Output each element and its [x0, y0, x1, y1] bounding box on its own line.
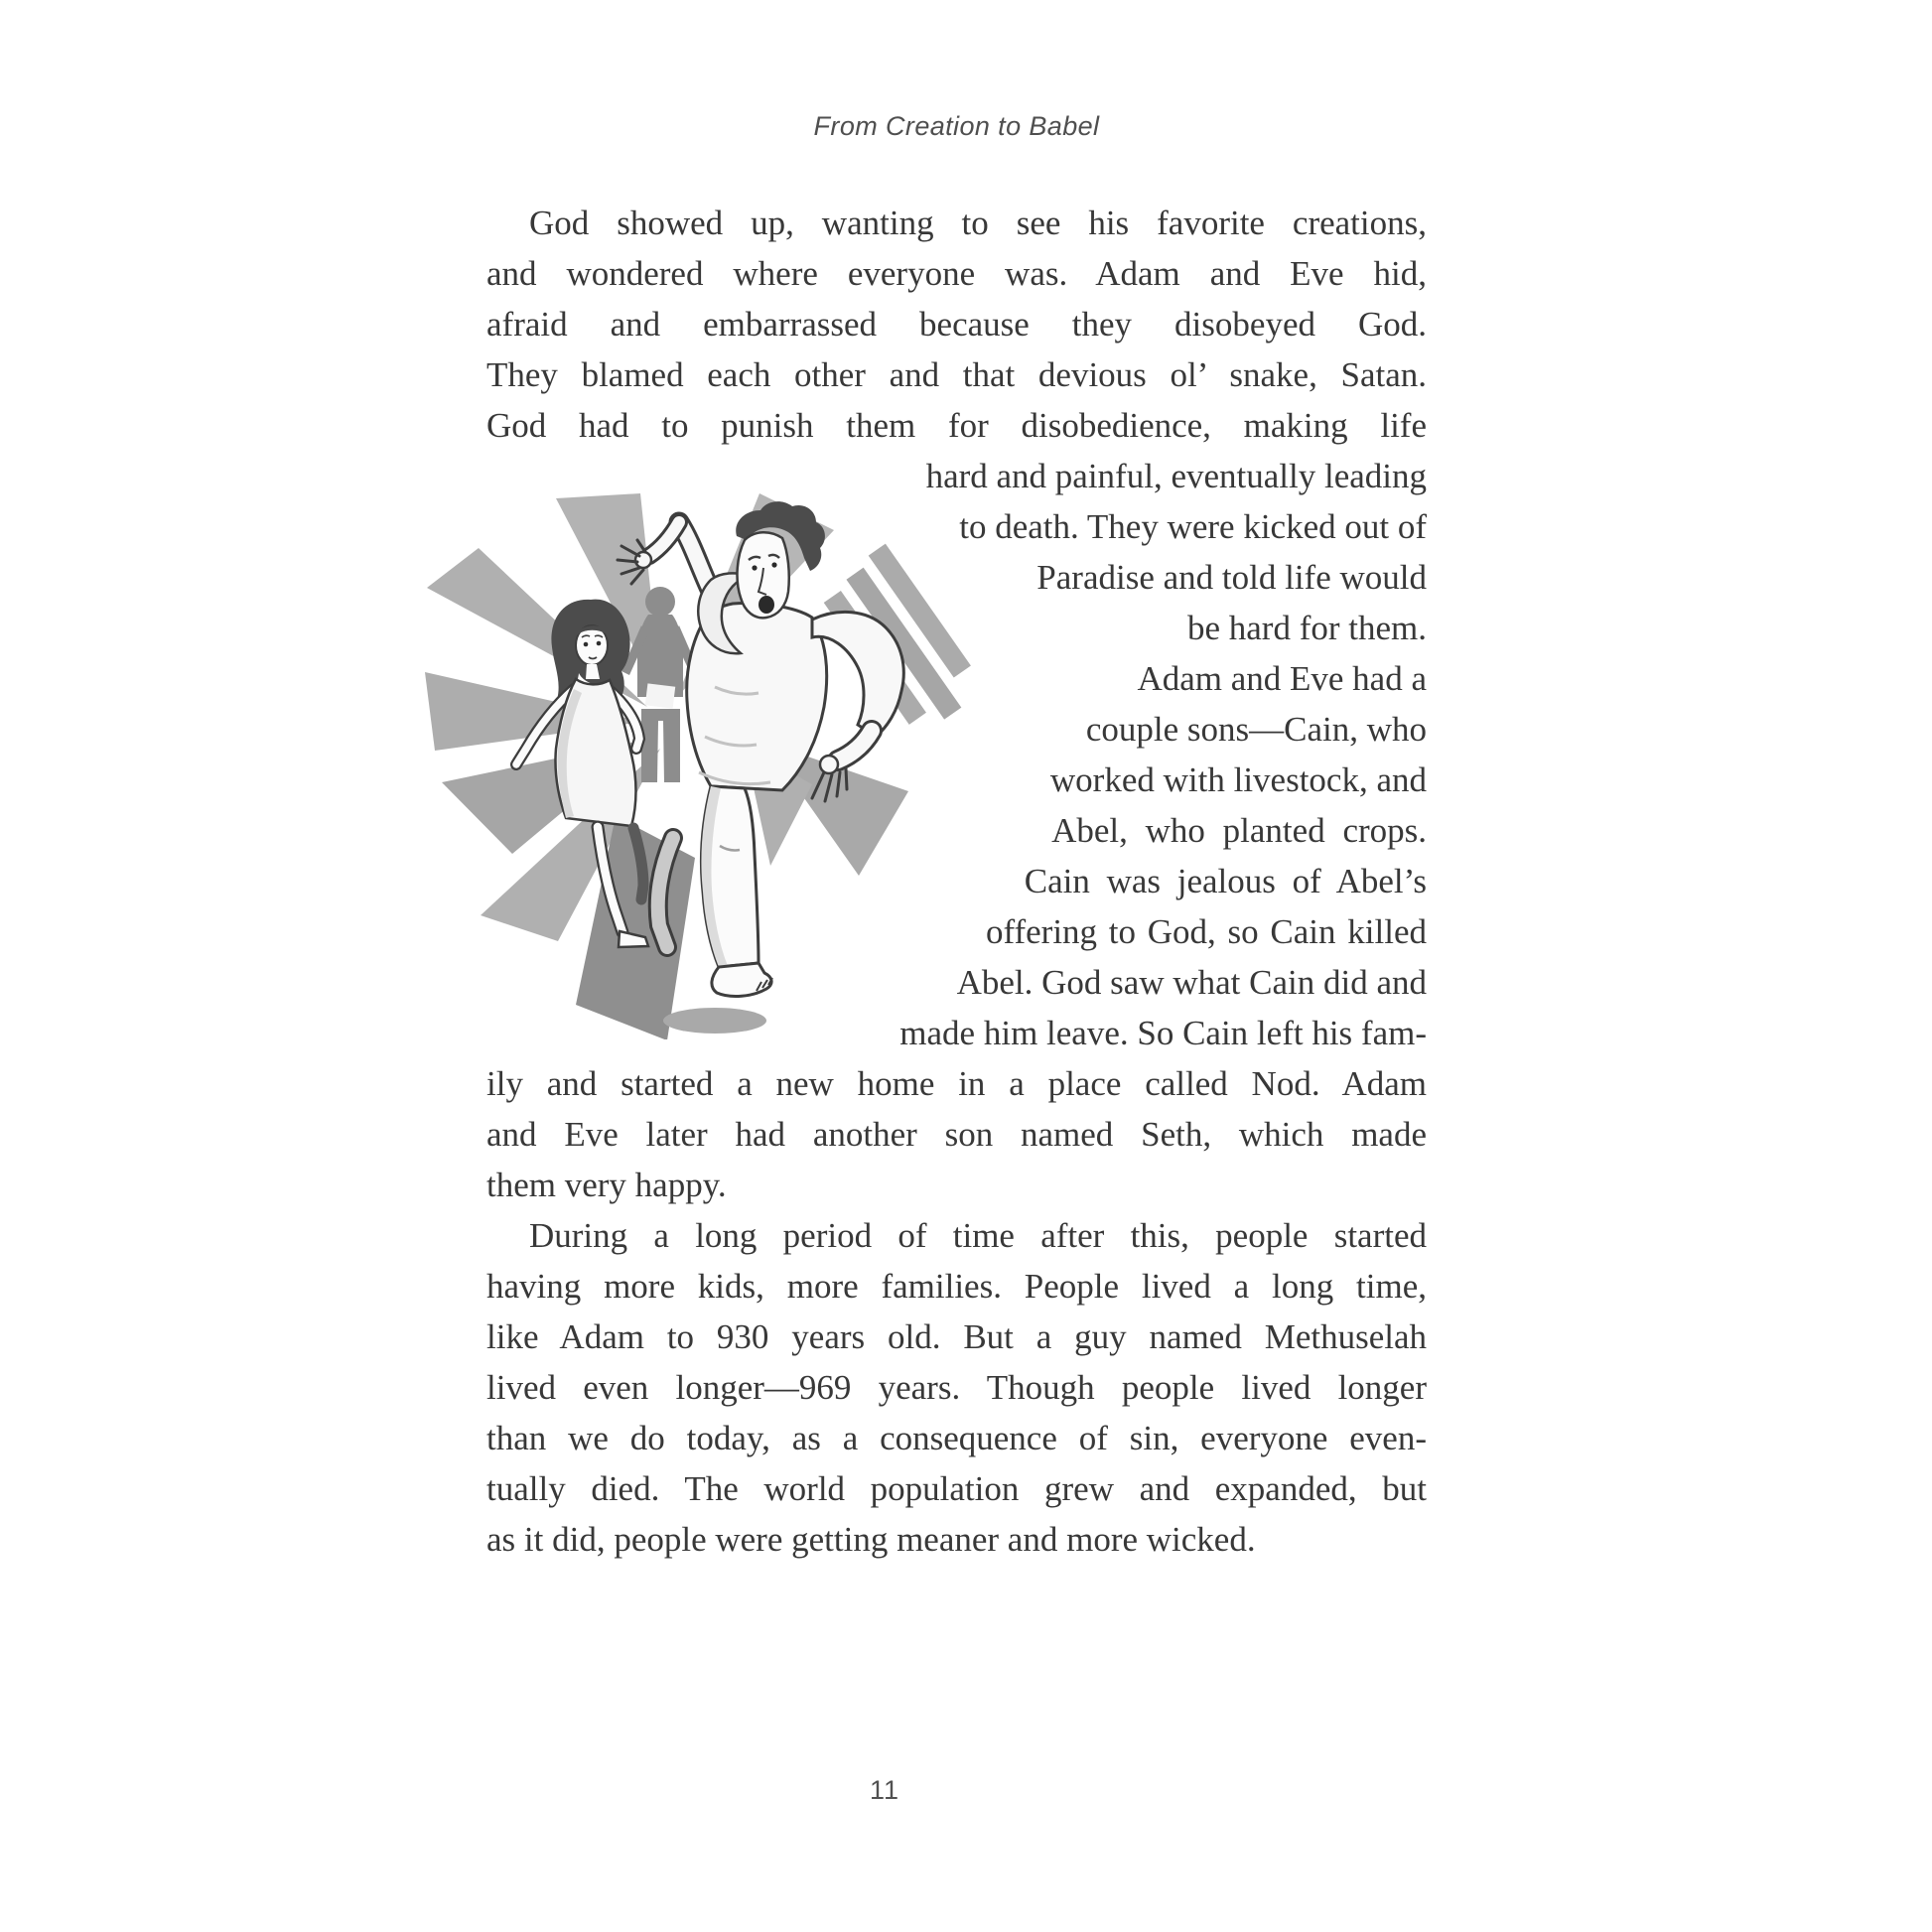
- text-line: than we do today, as a consequence of sin, everyone even-: [486, 1419, 1427, 1457]
- text-line: God had to punish them for disobedience, making life: [486, 406, 1427, 445]
- text-line: Abel, who planted crops.: [1051, 811, 1427, 850]
- text-line: Paradise and told life would: [1036, 558, 1427, 597]
- text-line: hard and painful, eventually leading: [925, 457, 1427, 495]
- text-line: offering to God, so Cain killed: [985, 912, 1427, 951]
- text-line: Abel. God saw what Cain did and: [956, 963, 1427, 1002]
- text-line: God showed up, wanting to see his favorite creations,: [529, 204, 1427, 242]
- text-line: them very happy.: [486, 1166, 727, 1204]
- running-header: From Creation to Babel: [813, 111, 1100, 141]
- text-line: and wondered where everyone was. Adam and Eve hid,: [486, 254, 1427, 293]
- text-column: [486, 198, 1427, 1565]
- text-line: as it did, people were getting meaner and more wicked.: [486, 1520, 1256, 1559]
- text-line: During a long period of time after this, people started: [529, 1216, 1427, 1255]
- text-line: Adam and Eve had a: [1137, 659, 1427, 698]
- text-line: like Adam to 930 years old. But a guy named Methuselah: [486, 1317, 1427, 1356]
- text-line: afraid and embarrassed because they disobeyed God.: [486, 305, 1427, 344]
- text-line: Cain was jealous of Abel’s: [1024, 862, 1427, 900]
- page-number: 11: [870, 1775, 900, 1805]
- text-line: tually died. The world population grew and expanded, but: [486, 1469, 1427, 1508]
- text-line: lived even longer—969 years. Though people lived longer: [486, 1368, 1427, 1407]
- text-line: and Eve later had another son named Seth, which made: [486, 1115, 1427, 1154]
- text-line: made him leave. So Cain left his fam-: [899, 1014, 1427, 1052]
- text-line: ily and started a new home in a place called Nod. Adam: [486, 1064, 1427, 1103]
- text-line: be hard for them.: [1186, 609, 1427, 647]
- text-line: They blamed each other and that devious ol’ snake, Satan.: [486, 355, 1427, 394]
- text-line: to death. They were kicked out of: [959, 507, 1427, 546]
- text-line: worked with livestock, and: [1049, 760, 1427, 799]
- text-line: couple sons—Cain, who: [1085, 710, 1427, 749]
- text-line: having more kids, more families. People lived a long time,: [486, 1267, 1427, 1306]
